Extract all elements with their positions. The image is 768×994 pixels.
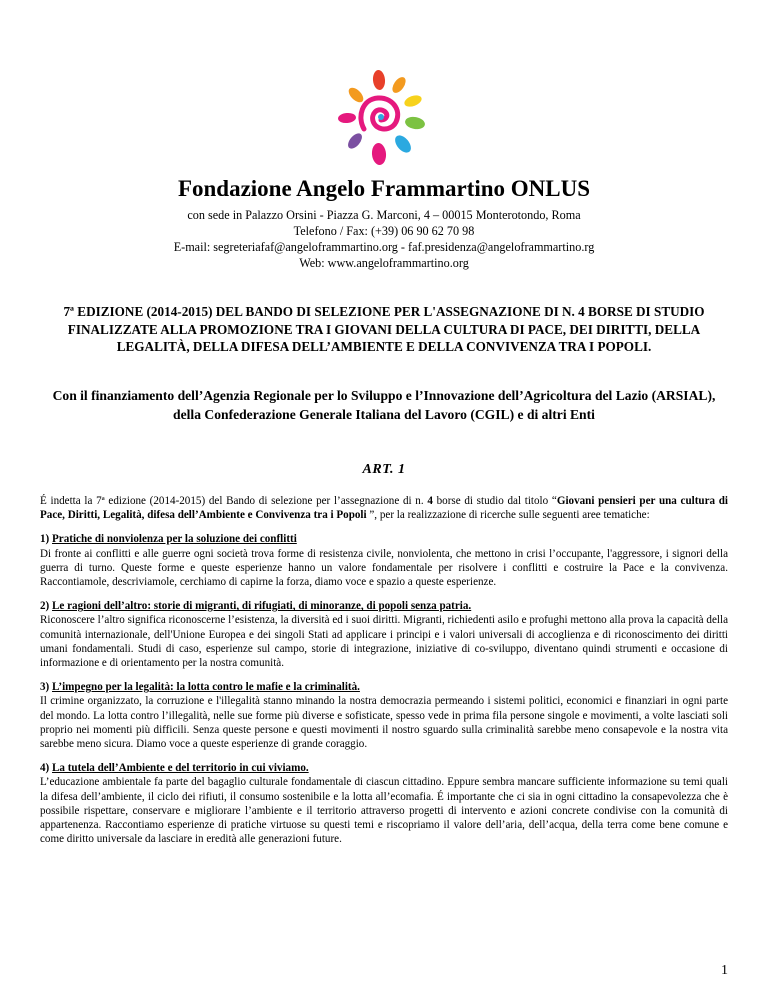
section-heading: 4) La tutela dell’Ambiente e del territorio in cui viviamo. bbox=[40, 762, 309, 775]
article-heading: ART. 1 bbox=[362, 462, 406, 477]
section-heading: 3) L’impegno per la legalità: la lotta contro le mafie e la criminalità. bbox=[40, 681, 360, 694]
funding-statement: Con il finanziamento dell’Agenzia Regionale per lo Sviluppo e l’Innovazione dell’Agricoltura del Lazio (ARSIAL), della Confederazione Generale Italiana del Lavoro (CGIL) e di altri Enti bbox=[52, 388, 716, 422]
organization-title: Fondazione Angelo Frammartino ONLUS bbox=[177, 176, 591, 201]
web-line: Web: www.angeloframmartino.org bbox=[299, 256, 469, 270]
page-number: 1 bbox=[721, 963, 728, 978]
section-text: Riconoscere l’altro significa riconoscerne l’esistenza, la diversità ed i suoi diritti. Migranti, richiedenti asilo e profughi mettono alla prova la capacità della comunità internazionale, dell'Unione Europea e dei singoli Stati ad applicare i principi e i valori universali di accoglienza e di riconoscimento dei diritti umani fondamentali. Studi di caso, esperienze sul campo, storie di integrazione, iniziative di co-sviluppo, diventano quindi strumenti e occasione di informazione e di orientamento per la nostra comunità. bbox=[40, 614, 728, 670]
section-heading: 2) Le ragioni dell’altro: storie di migranti, di rifugiati, di minoranze, di popoli senza patria. bbox=[40, 600, 472, 613]
scholarship-count: 4 bbox=[427, 495, 433, 507]
section-4 bbox=[40, 761, 728, 846]
address-line: con sede in Palazzo Orsini - Piazza G. Marconi, 4 – 00015 Monterotondo, Roma bbox=[187, 208, 581, 222]
section-3 bbox=[40, 680, 728, 751]
edition-title: 7ª EDIZIONE (2014-2015) DEL BANDO DI SELEZIONE PER L'ASSEGNAZIONE DI N. 4 BORSE DI STUDIO FINALIZZATE ALLA PROMOZIONE TRA I GIOVANI DELLA CULTURA DI PACE, DEI DIRITTI, DELLA LEGALITÀ, DELLA DIFESA DELL’AMBIENTE E DELLA CONVIVENZA TRA I POPOLI. bbox=[63, 304, 705, 354]
contact-block bbox=[0, 207, 768, 271]
email-line: E-mail: segreteriafaf@angeloframmartino.org - faf.presidenza@angeloframmartino.rg bbox=[173, 240, 595, 254]
section-1 bbox=[40, 532, 728, 589]
section-text: Di fronte ai conflitti e alle guerre ogni società trova forme di resistenza civile, nonviolenta, che mettono in crisi l’occupante, l'aggressore, i signori della guerra di turno. Queste forme e queste esperienze hanno un valore fondamentale per risolvere i conflitti e costruire la Pace e la convivenza. Raccontiamole, descriviamole, cerchiamo di capirne la forza, diamo voce e spazio a queste esperienze. bbox=[40, 547, 728, 589]
article-body bbox=[40, 494, 728, 856]
intro-paragraph: É indetta la 7ª edizione (2014-2015) del Bando di selezione per l’assegnazione di n. 4 borse di studio dal titolo “Giovani pensieri per una cultura di Pace, Diritti, Legalità, difesa dell’Ambiente e Convivenza tra i Popoli ”, per la realizzazione di ricerche sulle seguenti aree tematiche: bbox=[40, 495, 729, 522]
scholarship-title: Giovani pensieri per una cultura di Pace, Diritti, Legalità, difesa dell’Ambiente e Convivenza tra i Popoli bbox=[40, 495, 729, 522]
section-2 bbox=[40, 599, 728, 670]
section-text: L’educazione ambientale fa parte del bagaglio culturale fondamentale di ciascun cittadino. Eppure sembra mancare sufficiente informazione su temi quali la difesa dell’ambiente, il ciclo dei rifiuti, il consumo sostenibile e la lotta all’ecomafia. É importante che ci sia in ogni cittadino la consapevolezza che è possibile rispettare, conservare e migliorare l’ambiente e il territorio attraverso progetti di intervento e azioni concrete condivise con la comunità di appartenenza. Raccontiamo esperienze di pratiche virtuose su questi temi e riscopriamo il valore dell’aria, dell’acqua, della terra come bene comune e come diritto universale da lasciare in eredità alle generazioni future. bbox=[40, 776, 728, 846]
section-text: Il crimine organizzato, la corruzione e l'illegalità stanno minando la nostra democrazia permeando i sistemi politici, economici e finanziari in ogni parte del mondo. La lotta contro l’illegalità, nelle sue forme più diverse e sofisticate, spesso vede in prima fila persone singole e movimenti, a volte lasciati soli proprio nei momenti più difficili. Senza queste persone e questi movimenti il nostro sguardo sulla criminalità sarebbe meno consapevole e la nostra vita sarebbe meno sicura. Diamo voce a queste esperienze di grande coraggio. bbox=[40, 695, 728, 751]
foundation-logo-icon bbox=[331, 68, 431, 168]
phone-line: Telefono / Fax: (+39) 06 90 62 70 98 bbox=[293, 224, 475, 238]
section-heading: 1) Pratiche di nonviolenza per la soluzione dei conflitti bbox=[40, 533, 297, 546]
